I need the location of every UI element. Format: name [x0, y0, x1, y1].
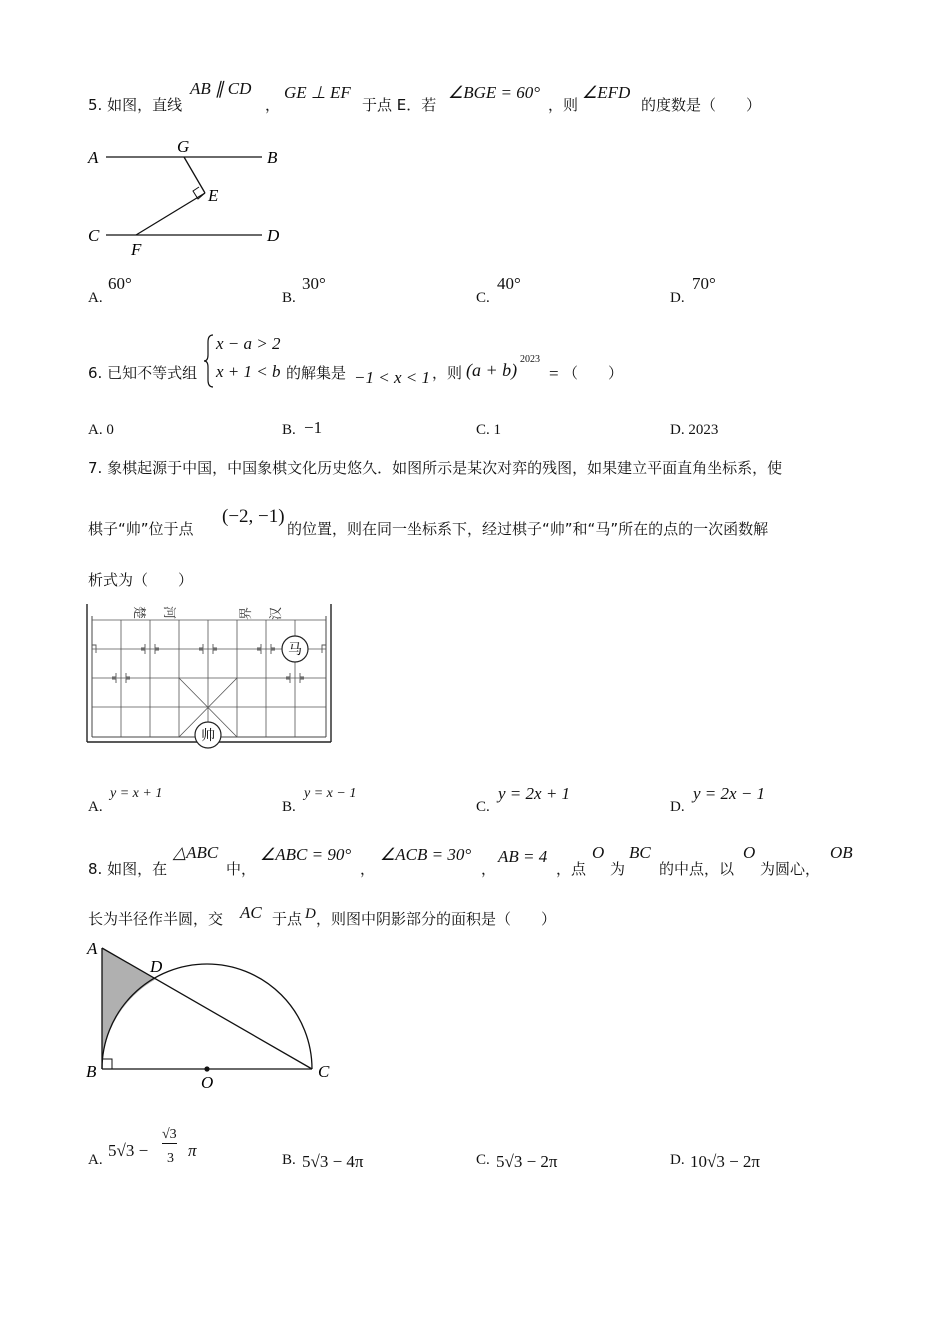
q6-option-d: D. 2023 [670, 422, 719, 438]
q8-option-a-denominator: 3 [167, 1151, 174, 1166]
q7-line-2a: 棋子“帅”位于点 [88, 520, 194, 538]
q8-math-ab: AB = 4 [498, 847, 548, 866]
q7-line-2b: 的位置，则在同一坐标系下，经过棋子“帅”和“马”所在的点的一次函数解 [287, 520, 769, 538]
q8-t3: 为 [610, 860, 626, 878]
q5-option-d-value: 70° [692, 274, 716, 293]
q8-option-d-letter: D. [670, 1152, 685, 1168]
q7-option-d-value: y = 2x − 1 [693, 784, 766, 803]
q8-option-b-value: 5√3 − 4π [302, 1152, 364, 1171]
q8-t5: 为圆心， [760, 860, 821, 878]
q8-label-o: O [201, 1073, 214, 1092]
board-label-he: 河 [162, 606, 177, 620]
q7-option-a-letter: A. [88, 799, 103, 815]
q6-option-b-letter: B. [282, 422, 296, 438]
q5-prefix: 5. 如图，直线 [88, 96, 183, 114]
q5-option-d-letter: D. [670, 290, 685, 306]
q7-option-d-letter: D. [670, 799, 685, 815]
board-label-chu: 楚 [132, 606, 147, 620]
q5-math-efd: ∠EFD [582, 83, 631, 102]
q6-option-b-value: −1 [304, 418, 323, 437]
q8-math-abc: ∠ABC = 90° [260, 845, 352, 864]
q8-label-d: D [150, 957, 163, 976]
q6-system-1: x − a > 2 [216, 334, 281, 353]
q8-math-bc: BC [629, 843, 651, 862]
q8-option-a-pi: π [188, 1141, 197, 1160]
q5-option-a-letter: A. [88, 290, 103, 306]
q8-line-2b: 于点 [272, 910, 303, 928]
center-point [204, 1066, 209, 1071]
q6-system-2: x + 1 < b [216, 362, 281, 381]
q5-figure [84, 134, 294, 260]
q8-math-acb: ∠ACB = 30° [380, 845, 472, 864]
q6-exponent: 2023 [520, 354, 540, 365]
board-label-jie: 界 [238, 606, 253, 620]
q8-line-2c: ，则图中阴影部分的面积是（ ） [316, 910, 557, 928]
q7-option-a-value: y = x + 1 [110, 786, 163, 801]
q7-line-1: 7. 象棋起源于中国，中国象棋文化历史悠久．如图所示是某次对弈的残图，如果建立平面直角坐标系，使 [88, 459, 783, 477]
q8-c1: ， [360, 860, 376, 878]
q5-math-perp: GE ⊥ EF [284, 83, 351, 102]
q5-label-a: A [88, 148, 99, 167]
q7-line-3: 析式为（ ） [88, 571, 194, 589]
q8-option-b-letter: B. [282, 1152, 296, 1168]
piece-ma-label: 马 [288, 643, 302, 658]
q5-comma: ， [265, 96, 281, 114]
q8-math-ac: AC [240, 903, 262, 922]
q5-text3: ，则 [548, 96, 579, 114]
q8-option-c-letter: C. [476, 1152, 490, 1168]
q5-option-a-value: 60° [108, 274, 132, 293]
q8-figure [82, 932, 342, 1094]
q5-label-f: F [131, 240, 142, 259]
q6-math-sum: (a + b) [466, 360, 518, 380]
q8-c2: ， [481, 860, 497, 878]
q8-label-b: B [86, 1062, 97, 1081]
q6-option-a: A. 0 [88, 422, 114, 438]
q8-t1: 中， [226, 860, 257, 878]
board-label-han: 汉 [268, 606, 283, 620]
q5-label-e: E [208, 186, 219, 205]
q8-option-a-letter: A. [88, 1152, 103, 1168]
q8-math-d: D [305, 906, 316, 922]
q8-math-o2: O [743, 843, 756, 862]
chess-board-figure [80, 596, 340, 752]
q8-prefix: 8. 如图，在 [88, 860, 168, 878]
q8-label-c: C [318, 1062, 330, 1081]
q7-coord: (−2, −1) [222, 506, 285, 527]
q5-label-g: G [177, 137, 190, 156]
q7-option-c-letter: C. [476, 799, 490, 815]
q5-label-d: D [267, 226, 280, 245]
q8-t4: 的中点，以 [659, 860, 735, 878]
q5-option-b-value: 30° [302, 274, 326, 293]
q7-option-c-value: y = 2x + 1 [498, 784, 571, 803]
q8-option-d-value: 10√3 − 2π [690, 1152, 761, 1171]
q5-option-b-letter: B. [282, 290, 296, 306]
q8-option-a-numerator: √3 [162, 1127, 177, 1142]
q5-label-b: B [267, 148, 278, 167]
q6-equals: = [549, 364, 559, 383]
q6-option-c: C. 1 [476, 422, 502, 438]
q7-option-b-value: y = x − 1 [304, 786, 357, 801]
q6-text3: （ ） [563, 364, 624, 382]
q6-text1: 的解集是 [286, 364, 347, 382]
q5-text4: 的度数是（ ） [641, 96, 762, 114]
q5-label-c: C [88, 226, 100, 245]
q8-label-a: A [87, 939, 98, 958]
q5-text2: 于点 E．若 [362, 96, 437, 114]
q7-option-b-letter: B. [282, 799, 296, 815]
piece-shuai-label: 帅 [201, 729, 215, 744]
q8-t2: ，点 [556, 860, 587, 878]
q8-line-2a: 长为半径作半圆，交 [88, 910, 224, 928]
q8-math-triangle: △ABC [173, 843, 219, 862]
q5-math-angle: ∠BGE = 60° [448, 83, 541, 102]
q5-math-parallel: AB ∥ CD [190, 79, 252, 98]
q6-prefix: 6. 已知不等式组 [88, 364, 198, 382]
q6-brace [203, 333, 215, 389]
q6-math-range: −1 < x < 1 [354, 368, 430, 387]
q8-option-c-value: 5√3 − 2π [496, 1152, 558, 1171]
q5-option-c-letter: C. [476, 290, 490, 306]
q5-option-c-value: 40° [497, 274, 521, 293]
q8-math-o: O [592, 843, 605, 862]
q8-math-ob: OB [830, 843, 853, 862]
shaded-region [102, 948, 156, 1069]
q6-text2: ，则 [432, 364, 463, 382]
q8-option-a-main: 5√3 − [108, 1141, 149, 1160]
